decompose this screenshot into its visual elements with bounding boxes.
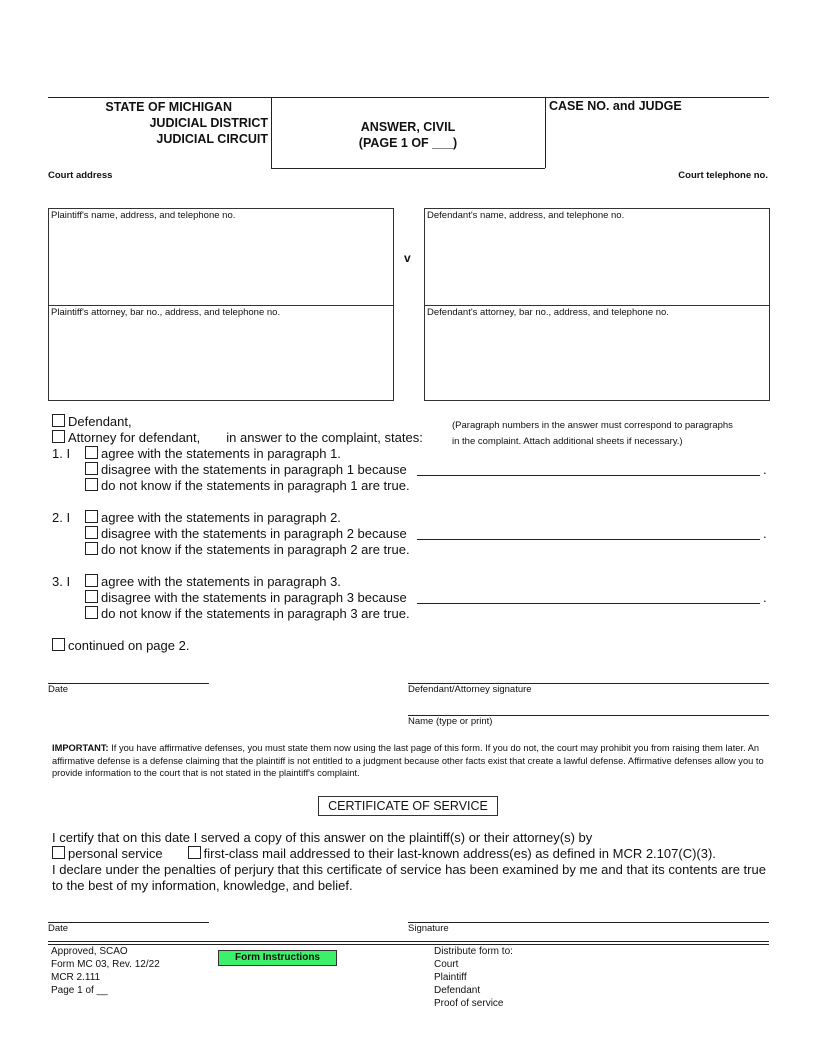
paragraph-number: 2. I: [52, 510, 71, 525]
disagree-label: disagree with the statements in paragraph 2 because: [101, 526, 407, 541]
personal-service-checkbox[interactable]: [52, 846, 65, 859]
divider: [48, 97, 769, 98]
disagree-checkbox[interactable]: [85, 462, 98, 475]
distribute-item: Proof of service: [434, 998, 504, 1009]
page-count[interactable]: (PAGE 1 OF ___): [358, 136, 458, 150]
agree-label: agree with the statements in paragraph 3.: [101, 574, 341, 589]
states-text: in answer to the complaint, states:: [226, 430, 423, 445]
signature-label: Defendant/Attorney signature: [408, 684, 532, 695]
attorney-checkbox[interactable]: [52, 430, 65, 443]
case-no-field[interactable]: CASE NO. and JUDGE: [549, 99, 682, 113]
defendant-checkbox[interactable]: [52, 414, 65, 427]
form-info: [51, 945, 160, 997]
form-number: Form MC 03, Rev. 12/22: [51, 959, 160, 970]
continued-checkbox[interactable]: [52, 638, 65, 651]
plaintiff-box[interactable]: [48, 208, 394, 401]
court-phone-label: Court telephone no.: [678, 170, 768, 181]
period: .: [763, 590, 767, 605]
court-address-label: Court address: [48, 170, 113, 181]
agree-checkbox[interactable]: [85, 574, 98, 587]
period: .: [763, 462, 767, 477]
divider: [545, 97, 546, 168]
cert-date-line[interactable]: [48, 922, 209, 923]
agree-checkbox[interactable]: [85, 510, 98, 523]
title: ANSWER, CIVIL: [360, 120, 456, 134]
date-line[interactable]: [48, 683, 209, 684]
form-instructions-button[interactable]: Form Instructions: [218, 950, 337, 966]
paragraph-number: 1. I: [52, 446, 71, 461]
form-title: [271, 119, 545, 151]
distribution-list: [434, 945, 513, 1010]
approved-text: Approved, SCAO: [51, 946, 128, 957]
plaintiff-label: Plaintiff's name, address, and telephone no.: [51, 210, 236, 221]
personal-service-label: personal service: [68, 846, 163, 861]
cert-signature-label: Signature: [408, 923, 449, 934]
distribute-item: Court: [434, 959, 459, 970]
plaintiff-attorney-label: Plaintiff's attorney, bar no., address, and telephone no.: [51, 307, 281, 318]
agree-checkbox[interactable]: [85, 446, 98, 459]
note-line: (Paragraph numbers in the answer must correspond to paragraphs: [452, 420, 733, 431]
disagree-checkbox[interactable]: [85, 590, 98, 603]
attorney-option: Attorney for defendant,: [68, 430, 201, 445]
versus-label: v: [404, 251, 411, 265]
defendant-attorney-label: Defendant's attorney, bar no., address, and telephone no.: [427, 307, 669, 318]
unknown-label: do not know if the statements in paragraph 1 are true.: [101, 478, 410, 493]
date-label: Date: [48, 684, 69, 695]
note-line: in the complaint. Attach additional sheets if necessary.): [452, 436, 683, 447]
distribute-item: Plaintiff: [434, 972, 467, 983]
unknown-checkbox[interactable]: [85, 606, 98, 619]
rule-text: MCR 2.111: [51, 972, 101, 983]
unknown-checkbox[interactable]: [85, 542, 98, 555]
court-name: [105, 99, 268, 147]
defendant-label: Defendant's name, address, and telephone no.: [427, 210, 625, 221]
agree-label: agree with the statements in paragraph 2.: [101, 510, 341, 525]
divider: [271, 168, 545, 169]
unknown-label: do not know if the statements in paragraph 2 are true.: [101, 542, 410, 557]
paragraph-note: [452, 418, 733, 450]
cert-date-label: Date: [48, 923, 69, 934]
disagree-reason-field[interactable]: [417, 603, 760, 604]
footer-rule: [48, 941, 769, 942]
distribute-item: Defendant: [434, 985, 481, 996]
cert-signature-line[interactable]: [408, 922, 769, 923]
disagree-checkbox[interactable]: [85, 526, 98, 539]
district-label: JUDICIAL DISTRICT: [149, 116, 268, 130]
declaration-text: I declare under the penalties of perjury that this certificate of service has been examined by me and that its contents are true to the best of my information, knowledge, and belief.: [52, 862, 766, 893]
name-label: Name (type or print): [408, 716, 493, 727]
certificate-title: CERTIFICATE OF SERVICE: [318, 796, 498, 816]
defendant-option: Defendant,: [68, 414, 132, 429]
disagree-reason-field[interactable]: [417, 539, 760, 540]
page-text: Page 1 of __: [51, 985, 108, 996]
certify-text: I certify that on this date I served a copy of this answer on the plaintiff(s) or their attorney(s) by: [52, 830, 593, 845]
period: .: [763, 526, 767, 541]
circuit-label: JUDICIAL CIRCUIT: [156, 132, 268, 146]
agree-label: agree with the statements in paragraph 1.: [101, 446, 341, 461]
disagree-label: disagree with the statements in paragraph 1 because: [101, 462, 407, 477]
state-label: STATE OF MICHIGAN: [105, 100, 232, 114]
unknown-checkbox[interactable]: [85, 478, 98, 491]
defendant-box[interactable]: [424, 208, 770, 401]
important-text: If you have affirmative defenses, you must state them now using the last page of this form. If you do not, the court may prohibit you from raising them later. An affirmative defense is a defense claiming that the plaintiff is not entitled to a judgment because other facts exist that create a lawful defense. Affirmative defenses allow you to provide information to the court that is not stated in the plaintiff's complaint.: [52, 743, 764, 778]
paragraph-number: 3. I: [52, 574, 71, 589]
unknown-label: do not know if the statements in paragraph 3 are true.: [101, 606, 410, 621]
disagree-label: disagree with the statements in paragraph 3 because: [101, 590, 407, 605]
disagree-reason-field[interactable]: [417, 475, 760, 476]
distribute-heading: Distribute form to:: [434, 946, 513, 957]
important-label: IMPORTANT:: [52, 743, 109, 753]
mail-label: first-class mail addressed to their last-known address(es) as defined in MCR 2.107(C)(3).: [203, 846, 716, 861]
mail-checkbox[interactable]: [188, 846, 201, 859]
important-notice: [52, 742, 770, 780]
continued-label: continued on page 2.: [68, 638, 190, 653]
